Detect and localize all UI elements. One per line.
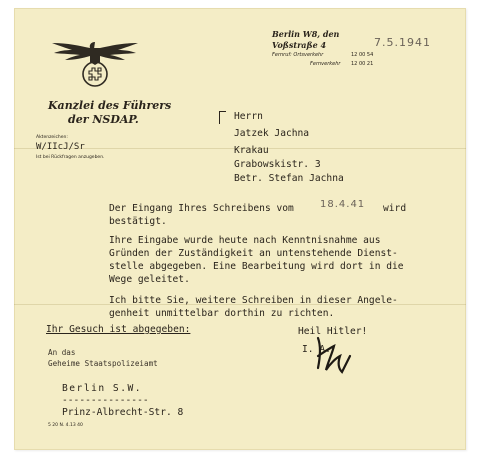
print-code: 5 20 N. 4.13 40 [48,423,83,428]
recipient-line-name: Jatzek Jachna [234,128,310,139]
stamp-city: Berlin S.W. [62,383,143,394]
body-para1-date: 18.4.41 [320,199,366,210]
phone-long-value: 12 00 21 [351,61,374,67]
body-para2-line: Ihre Eingabe wurde heute nach Kenntnisnahme aus [109,235,381,246]
body-para1-end: wird [383,203,407,214]
phone-long-label: Fernverkehr [310,61,341,67]
recipient-line-city: Krakau [234,145,269,156]
stamp-dashes: --------------- [62,395,149,406]
body-para3-line: genheit unmittelbar dorthin zu richten. [109,308,335,319]
phone-local-value: 12 00 54 [351,52,374,58]
body-para2-line: stelle abgegeben. Eine Bearbeitung wird dort in die [109,261,404,272]
address-corner-mark [219,111,226,124]
eagle-emblem-icon [50,34,140,92]
body-para2-line: Gründen der Zuständigkeit an untenstehende Dienst- [109,248,398,259]
phone-local-label: Fernruf: Ortsverkehr [272,52,324,58]
stamp-street: Prinz-Albrecht-Str. 8 [62,407,184,418]
closing-salutation: Heil Hitler! [298,326,368,337]
stamp-line2: Geheime Staatspolizeiamt [48,359,158,368]
body-para1-start: Der Eingang Ihres Schreibens vom [109,203,294,214]
recipient-line-salutation: Herrn [234,111,263,122]
body-para2-line: Wege geleitet. [109,274,190,285]
org-name-line1: Kanzlei des Führers [48,99,172,112]
reference-note: Ist bei Rückfragen anzugeben. [36,155,105,160]
reference-label: Aktenzeichen: [36,135,68,140]
recipient-line-subject: Betr. Stefan Jachna [234,173,344,184]
forwarded-notice: Ihr Gesuch ist abgegeben: [46,324,191,335]
body-para3-line: Ich bitte Sie, weitere Schreiben in dieser Angele- [109,295,398,306]
closing-ia: I. A. [302,344,331,355]
stamp-line1: An das [48,348,76,357]
city-line: Berlin W8, den [272,29,340,39]
street-line: Voßstraße 4 [272,40,327,50]
letter-date: 7.5.1941 [374,36,431,49]
reference-value: W/IIcJ/Sr [36,142,85,152]
recipient-line-street: Grabowskistr. 3 [234,159,321,170]
org-name-line2: der NSDAP. [68,113,139,126]
signature-icon [312,334,356,378]
body-para1-line2: bestätigt. [109,216,167,227]
